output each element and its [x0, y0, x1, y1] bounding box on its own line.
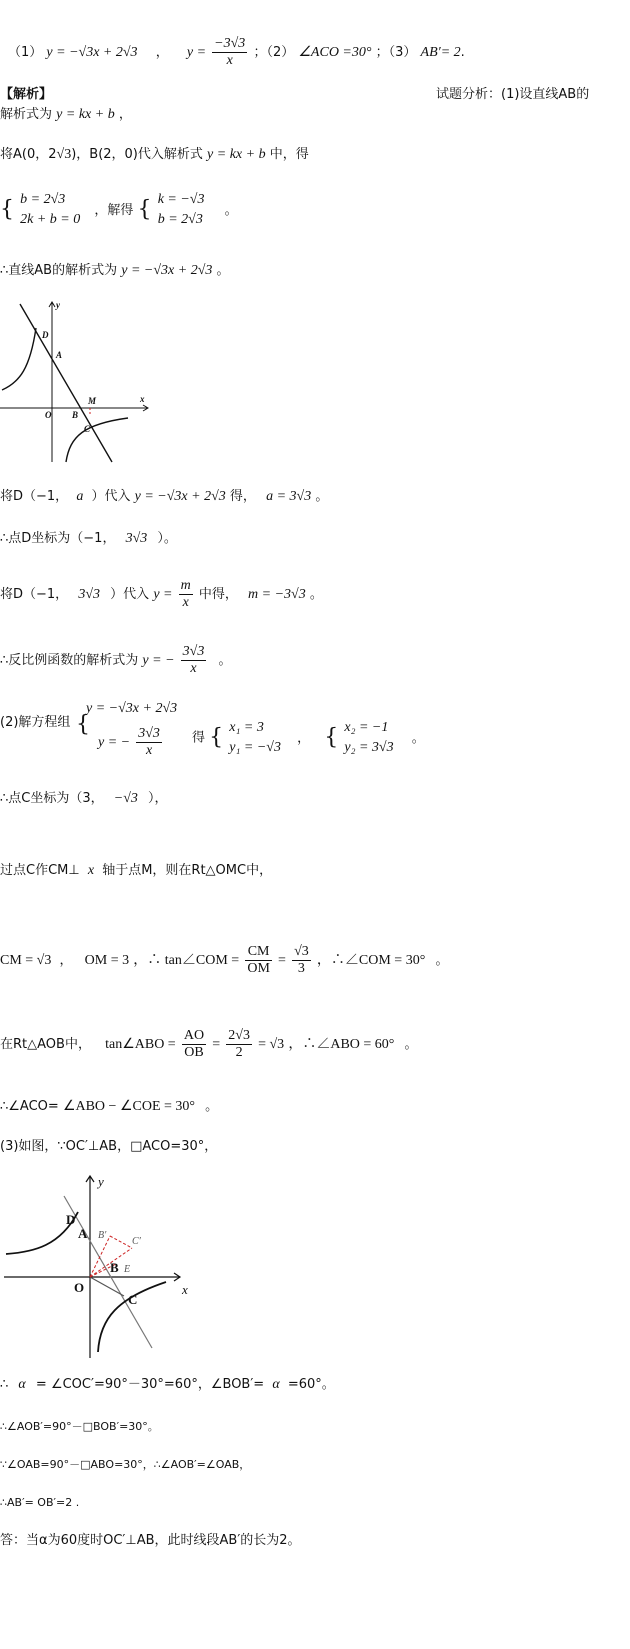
step-m-text-a: 将D（−1，: [0, 587, 69, 602]
system2-equations: [86, 700, 177, 718]
graph1-label-m: M: [88, 396, 97, 406]
system2-sol1: [229, 718, 281, 758]
system2-end: 。: [411, 730, 425, 746]
graph1-hyperbola-right: [66, 418, 128, 462]
line-ab-text: ∴直线AB的解析式为: [0, 263, 118, 278]
c-coordinate-value: −√3: [113, 791, 138, 806]
step-m-text-c: 中得，: [198, 587, 238, 602]
tan-com-frac2-num: √3: [294, 944, 309, 959]
system1-sol1: k = −√3: [157, 192, 205, 207]
tan-abo-label: tan∠ABO =: [105, 1037, 176, 1052]
line-ab-eq: y = −√3x + 2√3: [121, 263, 213, 278]
system2-eq1: y = −√3x + 2√3: [86, 701, 178, 716]
cm-line: [0, 862, 272, 880]
analysis-line2-text: 解析式为: [0, 107, 53, 122]
graph2-label-d: D: [66, 1212, 76, 1227]
conclusion-4: ∴AB′= OB′=2 .: [0, 1496, 80, 1509]
graph2-label-x: x: [182, 1282, 188, 1297]
line-ab-end: 。: [216, 263, 230, 278]
tan-com-om: OM = 3: [84, 953, 130, 968]
graph2-line-ab: [64, 1196, 152, 1348]
step1-line: [0, 146, 309, 164]
tan-com-comma: ，: [59, 953, 73, 968]
graph2-b-prime-c-prime: [110, 1236, 132, 1248]
system1-eq1: b = 2√3: [20, 192, 66, 207]
analysis-intro: 试题分析：(1)设直线AB的: [436, 87, 590, 102]
part3-box-glyph: □: [130, 1139, 143, 1154]
tan-abo-frac1: [182, 1028, 206, 1061]
tan-abo-frac2: [226, 1028, 252, 1061]
conclusion-1-therefore: ∴: [0, 1377, 9, 1392]
tan-abo-eq: =: [212, 1037, 221, 1052]
step1-sqrt: √3: [56, 147, 72, 162]
answer-angle: ∠ACO =30°: [298, 45, 372, 60]
system2-comma: ，: [297, 730, 311, 746]
graph1-label-y: y: [56, 300, 60, 310]
analysis-line2: [0, 106, 132, 124]
step-d-text-a: 将D（−1，: [0, 489, 69, 504]
step-d-line: [0, 488, 328, 506]
step-d-eq: y = −√3x + 2√3: [134, 489, 226, 504]
system2-eq2-fraction: [136, 726, 162, 759]
step-m-denominator: x: [182, 595, 189, 610]
graph2-label-e: E: [124, 1264, 131, 1275]
graph1-label-d: D: [42, 330, 49, 340]
step-m-text-b: ）代入: [110, 587, 150, 602]
answer-part1-label: （1）: [8, 45, 43, 60]
system1-sol2: b = 2√3: [157, 212, 203, 227]
tan-com-frac1-num: CM: [245, 944, 272, 961]
graph1-hyperbola-left: [2, 328, 36, 390]
line-ab-result: [0, 262, 230, 280]
system2-de: 得: [192, 730, 206, 746]
analysis-heading: 【解析】: [0, 87, 53, 102]
system1-solve-text: ，解得: [94, 202, 134, 218]
system2-sol2-brace: {: [324, 725, 339, 750]
tan-com-label: ，∴ tan∠COM =: [133, 953, 240, 968]
system2-solutions: [192, 718, 425, 758]
cm-line-text-a: 过点C作CM⊥: [0, 863, 80, 878]
system2-eq2-lhs: y = −: [98, 735, 131, 750]
system2-sol1-brace: {: [209, 725, 224, 750]
aco-line: [0, 1098, 218, 1116]
graph-1: [0, 298, 160, 466]
d-coordinate-value: 3√3: [125, 531, 148, 546]
d-coordinate-end: ）。: [157, 531, 177, 546]
conclusion-3-text-a: ∵∠OAB=90°－: [0, 1458, 81, 1471]
system1-brace-left: {: [0, 197, 14, 222]
final-answer: 答：当α为60度时OC′⊥AB，此时线段AB′的长为2。: [0, 1533, 301, 1548]
step-m-lhs: y =: [153, 587, 173, 602]
cm-line-x: x: [87, 863, 95, 878]
answer-part3-label: ；（3）: [375, 45, 417, 60]
d-coordinate: [0, 530, 177, 548]
conclusion-2-box-glyph: □: [82, 1420, 94, 1433]
system2-eq2-denominator: x: [145, 743, 153, 758]
system1-brace-right: {: [137, 197, 152, 222]
inverse-denominator: x: [190, 661, 197, 676]
inverse-end: 。: [218, 653, 232, 668]
system2-eq2: [98, 726, 164, 759]
conclusion-1-end: =60°。: [287, 1377, 335, 1392]
tan-com-eq: =: [278, 953, 286, 968]
system1-solutions: [158, 190, 205, 230]
tan-abo-frac2-den: 2: [235, 1045, 243, 1060]
graph2-label-b-prime: B′: [98, 1230, 107, 1241]
tan-com-end: 。: [435, 953, 449, 968]
graph1-label-b: B: [72, 410, 79, 420]
c-coordinate-text: ∴点C坐标为（3，: [0, 791, 104, 806]
inverse-text: ∴反比例函数的解析式为: [0, 653, 139, 668]
tan-com-line: [0, 944, 448, 977]
system2-sol2-x: x₂ = −1: [344, 720, 389, 735]
graph2-label-c: C: [128, 1292, 138, 1307]
cm-line-text-b: 轴于点M，则在Rt△OMC中，: [102, 863, 273, 878]
tan-abo-text: 在Rt△AOB中，: [0, 1037, 91, 1052]
system2-label: (2)解方程组: [0, 715, 71, 730]
graph2-label-o: O: [74, 1280, 85, 1295]
graph2-segment-oc: [90, 1277, 124, 1296]
inverse-function: [0, 644, 232, 677]
tan-abo-end: 。: [404, 1037, 418, 1052]
answer-end: .: [460, 45, 465, 60]
conclusion-2-text-b: BOB′=30°。: [93, 1420, 159, 1433]
d-coordinate-text: ∴点D坐标为（−1，: [0, 531, 116, 546]
conclusion-2-text-a: ∴∠AOB′=90°－: [0, 1420, 83, 1433]
graph2-label-c-prime: C′: [132, 1236, 141, 1247]
answer-inverse-lhs: y =: [186, 45, 207, 60]
graph1-line-ab: [20, 304, 112, 462]
c-coordinate-end: ），: [148, 791, 168, 806]
system1-eq2: 2k + b = 0: [20, 212, 81, 227]
step1-text-c: 中，得: [269, 147, 309, 162]
system2-sol1-x: x₁ = 3: [229, 720, 264, 735]
analysis-line2-eq: y = kx + b: [56, 107, 115, 122]
step-d-result: a = 3√3: [266, 489, 312, 504]
tan-abo-line: [0, 1028, 418, 1061]
conclusion-3: [0, 1456, 250, 1474]
conclusion-1-alpha: α: [18, 1377, 26, 1392]
step-d-text-c: ）代入: [91, 489, 131, 504]
tan-abo-frac1-den: OB: [184, 1045, 204, 1060]
aco-formula: ∠ABO − ∠COE = 30°: [62, 1099, 195, 1114]
answer-length: AB′= 2: [420, 45, 461, 60]
answer-line-equation: y = −√3x + 2√3: [46, 45, 138, 60]
tan-com-cm: CM = √3: [0, 953, 52, 968]
answer-inverse-denominator: x: [226, 53, 233, 68]
system2-brace: {: [76, 712, 90, 737]
step-d-text-d: 得，: [229, 489, 256, 504]
step1-text-b: )，B(2，0)代入解析式: [71, 147, 203, 162]
part3-line: [0, 1138, 217, 1156]
answer-line: [8, 36, 465, 69]
step-m-result: m = −3√3: [248, 587, 306, 602]
aco-text: ∴∠ACO=: [0, 1099, 59, 1114]
conclusion-3-text-b: ABO=30°，∴∠AOB′=∠OAB，: [90, 1458, 251, 1471]
step-d-end: 。: [315, 489, 329, 504]
graph1-label-a: A: [56, 350, 63, 360]
step1-eq: y = kx + b: [207, 147, 266, 162]
step1-text-a: 将A(0，2: [0, 147, 57, 162]
inverse-numerator: 3√3: [182, 644, 205, 659]
step-m-fraction: [179, 578, 193, 611]
tan-com-result: ，∴∠COM = 30°: [316, 953, 426, 968]
tan-abo-result: ，∴∠ABO = 60°: [288, 1037, 395, 1052]
conclusion-3-box-glyph: □: [80, 1458, 91, 1471]
answer-separator: ，: [155, 45, 169, 60]
conclusion-1: [0, 1376, 335, 1394]
conclusion-1-text: = ∠COC′=90°－30°=60°，∠BOB′=: [35, 1377, 265, 1392]
system2-eq2-numerator: 3√3: [138, 726, 160, 741]
tan-abo-frac1-num: AO: [183, 1028, 205, 1043]
graph-2: [0, 1172, 200, 1360]
tan-com-frac2: [292, 944, 311, 977]
system1: [0, 190, 238, 230]
graph2-label-b: B: [110, 1260, 119, 1275]
conclusion-1-alpha2: α: [272, 1377, 280, 1392]
c-coordinate: [0, 790, 168, 808]
tan-com-frac2-den: 3: [297, 961, 305, 976]
part3-text-a: (3)如图，∵OC′⊥AB，: [0, 1139, 131, 1154]
tan-abo-value: = √3: [258, 1037, 285, 1052]
step-m-value: 3√3: [78, 587, 101, 602]
answer-inverse-numerator: −3√3: [214, 36, 246, 51]
system1-end: 。: [224, 202, 238, 218]
graph2-label-y: y: [98, 1174, 104, 1189]
graph2-label-a: A: [78, 1226, 88, 1241]
tan-abo-frac2-num: 2√3: [228, 1028, 250, 1043]
step-d-var: a: [76, 489, 84, 504]
answer-part2-label: ；（2）: [253, 45, 295, 60]
system2-sol1-y: y₁ = −√3: [229, 740, 281, 755]
tan-com-frac1-den: OM: [247, 961, 270, 976]
step-m-line: [0, 578, 323, 611]
part3-text-b: ACO=30°，: [142, 1139, 218, 1154]
graph1-label-o: O: [45, 410, 52, 420]
graph1-label-c: C: [84, 424, 91, 434]
conclusion-2: [0, 1418, 159, 1436]
step-m-end: 。: [309, 587, 323, 602]
inverse-fraction: [181, 644, 207, 677]
step-m-numerator: m: [180, 578, 191, 593]
tan-com-frac1: [245, 944, 272, 977]
aco-end: 。: [205, 1099, 219, 1114]
system2-sol2: [344, 718, 393, 758]
system2-sol2-y: y₂ = 3√3: [344, 740, 394, 755]
graph1-label-x: x: [140, 394, 145, 404]
analysis-line2-end: ，: [118, 107, 132, 122]
answer-inverse-fraction: [212, 36, 247, 69]
system1-equations: [20, 190, 80, 230]
inverse-lhs: y = −: [142, 653, 175, 668]
